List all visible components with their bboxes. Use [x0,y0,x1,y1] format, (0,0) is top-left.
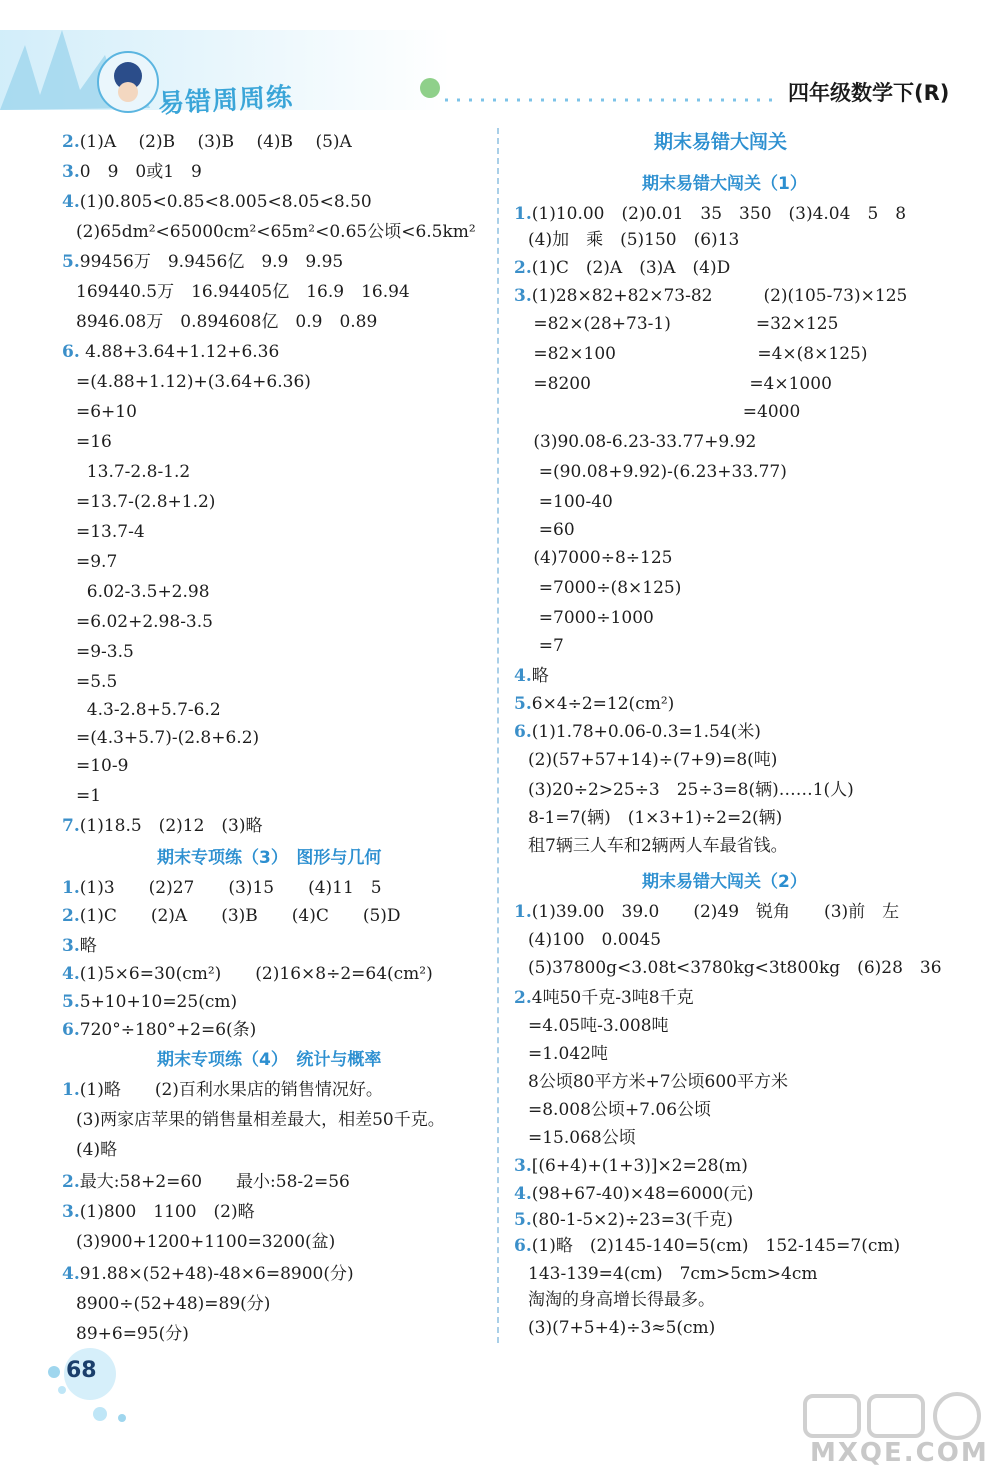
answer-line [62,1202,255,1222]
bubbles-decoration [40,1338,150,1428]
answer-line [62,342,279,362]
answer-text: (3)(7+5+4)÷3≈5(cm) [528,1318,716,1338]
answer-text: =13.7-(2.8+1.2) [76,492,216,512]
answer-line [76,582,210,602]
question-number: 3. [62,162,80,182]
question-number: 4. [62,192,80,212]
answer-line [62,192,372,212]
answer-text: (3)20÷2>25÷3 25÷3=8(辆)……1(人) [528,780,854,800]
section-heading: 期末易错大闯关 [654,131,788,153]
section-heading: 期末专项练（3） 图形与几何 [157,848,382,868]
answer-text: =16 [76,432,112,452]
page-header [0,0,1000,125]
answer-text: =4.05吨-3.008吨 [528,1016,669,1036]
answer-line [76,1294,270,1314]
answer-line [528,548,673,568]
answer-text: 略 [79,936,97,956]
question-number: 3. [514,1156,532,1176]
answer-text: (1)略 (2)百利水果店的销售情况好。 [79,1080,383,1100]
answer-text: 169440.5万 16.94405亿 16.9 16.94 [76,282,410,302]
answer-text: (4)100 0.0045 [528,930,662,950]
answer-line [76,672,117,692]
answer-line [514,1210,733,1230]
answer-line [528,374,832,394]
answer-text: (1)A (2)B (3)B (4)B (5)A [79,132,352,152]
question-number: 2. [514,988,532,1008]
answer-text: 略 [531,666,549,686]
answer-line [528,578,681,598]
question-number: 3. [62,936,80,956]
answer-text: 5+10+10=25(cm) [79,992,238,1012]
column-divider [497,128,499,1343]
question-number: 1. [62,878,80,898]
answer-line [76,282,410,302]
question-number: 4. [62,964,80,984]
answer-text: 4吨50千克-3吨8千克 [531,988,694,1008]
answer-line [62,906,401,926]
answer-line [62,162,202,182]
answer-text: =5.5 [76,672,118,692]
answer-line [76,312,377,332]
answer-text: (1)0.805<0.85<8.005<8.05<8.50 [79,192,372,212]
question-number: 5. [62,992,80,1012]
answer-text: 8900÷(52+48)=89(分) [76,1294,271,1314]
answer-text: (98+67-40)×48=6000(元) [531,1184,754,1204]
answer-text: (1)18.5 (2)12 (3)略 [79,816,263,836]
answer-line [514,1184,754,1204]
answer-text: =13.7-4 [76,522,145,542]
answer-text: (2)(57+57+14)÷(7+9)=8(吨) [528,750,778,770]
answer-text: [(6+4)+(1+3)]×2=28(m) [531,1156,748,1176]
answer-line [528,608,654,628]
answer-text: (3)900+1200+1100=3200(盆) [76,1232,336,1252]
answer-line [62,1020,256,1040]
watermark-text: MXQE.COM [810,1438,989,1468]
answer-line [76,700,221,720]
series-title: 易错周周练 [157,82,294,120]
answer-line [62,252,343,272]
answer-line [514,1156,748,1176]
answer-text: 8公顷80平方米+7公顷600平方米 [528,1072,788,1092]
answer-text: =6.02+2.98-3.5 [76,612,213,632]
answer-line [528,808,782,828]
question-number: 5. [62,252,80,272]
answer-line [528,836,788,856]
answer-text: =7000÷1000 [528,608,654,628]
answer-line [528,1290,715,1310]
answer-text: 8946.08万 0.894608亿 0.9 0.89 [76,312,378,332]
answer-text: (1)C (2)A (3)A (4)D [531,258,731,278]
question-number: 6. [514,1236,532,1256]
answer-text: =10-9 [76,756,129,776]
answer-text: =7 [528,636,564,656]
answer-line [528,492,613,512]
page-number: 68 [66,1358,97,1383]
answer-line [76,552,117,572]
answer-line [76,1110,445,1130]
answer-line [514,258,730,278]
answer-text: =8200 =4×1000 [528,374,832,394]
answer-line [62,1080,383,1100]
answer-line [528,958,942,978]
answer-line [528,930,661,950]
answer-text: 租7辆三人车和2辆两人车最省钱。 [528,836,788,856]
section-heading: 期末易错大闯关（1） [642,174,807,194]
answer-text: 91.88×(52+48)-48×6=8900(分) [79,1264,354,1284]
question-number: 6. [62,342,80,362]
answer-line [514,988,694,1008]
answer-line [528,1318,715,1338]
answer-line [76,492,215,512]
answer-text: 4.3-2.8+5.7-6.2 [76,700,221,720]
question-number: 4. [62,1264,80,1284]
question-number: 2. [62,132,80,152]
answer-line [528,636,564,656]
question-number: 5. [514,694,532,714]
answer-text: 0 9 0或1 9 [79,162,202,182]
answer-text: 最大:58+2=60 最小:58-2=56 [79,1172,350,1192]
answer-line [528,462,787,482]
answer-text: =(4.88+1.12)+(3.64+6.36) [76,372,311,392]
answer-text: =15.068公顷 [528,1128,636,1148]
answer-text: =9-3.5 [76,642,134,662]
answer-text: 89+6=95(分) [76,1324,189,1344]
answer-text: (4)加 乘 (5)150 (6)13 [528,230,740,250]
answer-line [514,722,761,742]
answer-line [76,432,112,452]
answer-line [76,756,128,776]
answer-line [514,666,549,686]
answer-line [528,1100,711,1120]
grade-label: 四年级数学下(R) [788,81,950,105]
answer-line [528,402,800,422]
answer-line [528,750,777,770]
answer-line [62,816,262,836]
answer-line [514,694,674,714]
answer-line [76,612,213,632]
answer-line [62,132,352,152]
question-number: 2. [62,1172,80,1192]
answer-text: 6.02-3.5+2.98 [76,582,210,602]
question-number: 4. [514,1184,532,1204]
answer-text: =1 [76,786,102,806]
answer-text: (80-1-5×2)÷23=3(千克) [531,1210,734,1230]
answer-text: (4)略 [76,1140,118,1160]
answer-text: 淘淘的身高增长得最多。 [528,1290,715,1310]
answer-text: =82×100 =4×(8×125) [528,344,868,364]
answer-line [62,1264,354,1284]
answer-line [62,964,433,984]
answer-line [62,878,382,898]
answer-text: =(4.3+5.7)-(2.8+6.2) [76,728,260,748]
answer-line [76,372,311,392]
answer-line [514,1236,900,1256]
answer-text: =60 [528,520,575,540]
answer-text: =8.008公顷+7.06公顷 [528,1100,712,1120]
question-number: 1. [514,902,532,922]
answer-line [514,286,907,306]
answer-line [514,204,906,224]
answer-text: =4000 [528,402,801,422]
answer-line [76,222,476,242]
answer-line [528,1016,669,1036]
question-number: 6. [514,722,532,742]
page-number-badge [40,1338,150,1428]
answer-line [528,780,854,800]
answer-text: =9.7 [76,552,118,572]
answer-text: 143-139=4(cm) 7cm>5cm>4cm [528,1264,818,1284]
answer-text: (3)两家店苹果的销售量相差最大，相差50千克。 [76,1110,445,1130]
question-number: 2. [514,258,532,278]
answer-line [528,314,838,334]
answer-text: 13.7-2.8-1.2 [76,462,191,482]
answer-line [528,432,756,452]
answer-text: (1)略 (2)145-140=5(cm) 152-145=7(cm) [531,1236,901,1256]
answer-text: 720°÷180°+2=6(条) [79,1020,257,1040]
answer-line [62,992,237,1012]
answer-text: 99456万 9.9456亿 9.9 9.95 [79,252,344,272]
answer-line [528,230,739,250]
answer-line [528,1128,636,1148]
question-number: 1. [514,204,532,224]
answer-text: =6+10 [76,402,137,422]
question-number: 3. [514,286,532,306]
answer-line [76,1232,335,1252]
answer-text: (3)90.08-6.23-33.77+9.92 [528,432,757,452]
answer-line [514,902,899,922]
question-number: 4. [514,666,532,686]
answer-line [76,728,259,748]
answer-line [62,936,97,956]
answer-text: =7000÷(8×125) [528,578,682,598]
answer-text: (1)28×82+82×73-82 (2)(105-73)×125 [531,286,908,306]
section-heading: 期末易错大闯关（2） [642,872,807,892]
answer-line [528,1044,608,1064]
answer-text: (1)10.00 (2)0.01 35 350 (3)4.04 5 8 [531,204,907,224]
answer-text: (1)5×6=30(cm²) (2)16×8÷2=64(cm²) [79,964,433,984]
answer-line [62,1172,350,1192]
answer-text: 6×4÷2=12(cm²) [531,694,675,714]
answer-line [528,1264,817,1284]
answer-line [76,786,101,806]
answer-text: (1)39.00 39.0 (2)49 锐角 (3)前 左 [531,902,900,922]
answer-line [76,522,145,542]
answer-line [76,642,134,662]
answer-line [528,1072,788,1092]
question-number: 5. [514,1210,532,1230]
answer-text: (5)37800g<3.08t<3780kg<3t800kg (6)28 36 [528,958,942,978]
answer-text: (1)C (2)A (3)B (4)C (5)D [79,906,401,926]
question-number: 7. [62,816,80,836]
answer-text: (1)1.78+0.06-0.3=1.54(米) [531,722,761,742]
answer-text: (1)3 (2)27 (3)15 (4)11 5 [79,878,382,898]
answer-text: =(90.08+9.92)-(6.23+33.77) [528,462,787,482]
question-number: 2. [62,906,80,926]
answer-text: =82×(28+73-1) =32×125 [528,314,839,334]
answer-line [76,462,190,482]
answer-text: (1)800 1100 (2)略 [79,1202,255,1222]
question-number: 1. [62,1080,80,1100]
section-heading: 期末专项练（4） 统计与概率 [157,1050,382,1070]
question-number: 6. [62,1020,80,1040]
answer-text: (4)7000÷8÷125 [528,548,673,568]
question-number: 3. [62,1202,80,1222]
answer-text: 8-1=7(辆) (1×3+1)÷2=2(辆) [528,808,783,828]
answer-text: (2)65dm²<65000cm²<65m²<0.65公顷<6.5km² [76,222,476,242]
answer-line [76,402,137,422]
answer-text: =100-40 [528,492,613,512]
answer-text: 4.88+3.64+1.12+6.36 [79,342,280,362]
answer-text: =1.042吨 [528,1044,608,1064]
answer-line [76,1140,117,1160]
answer-line [528,520,575,540]
answer-line [528,344,867,364]
